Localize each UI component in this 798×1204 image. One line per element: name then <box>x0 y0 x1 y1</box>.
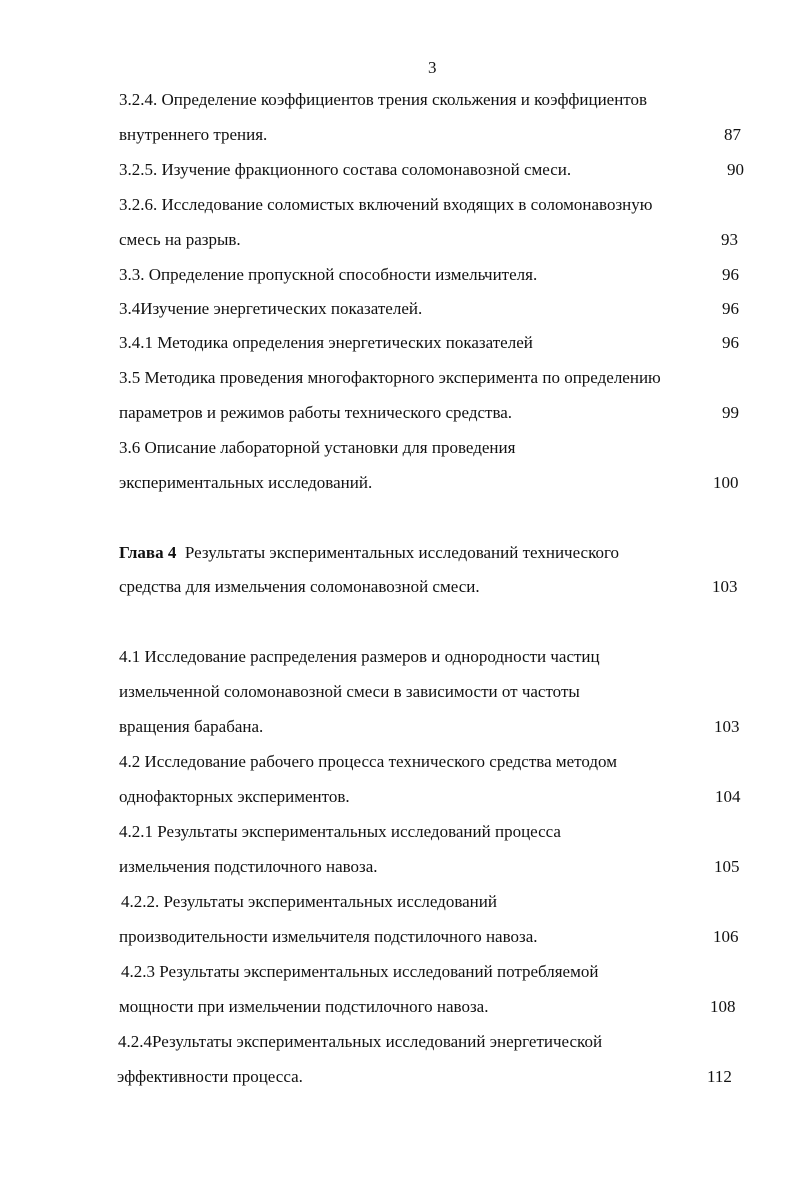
toc-entry-line: смесь на разрыв. <box>119 230 241 249</box>
toc-entry-line: 3.2.5. Изучение фракционного состава соломонавозной смеси. <box>119 160 572 179</box>
toc-entry-line: 3.6 Описание лабораторной установки для проведения <box>119 438 516 457</box>
toc-entry-line: 4.1 Исследование распределения размеров и однородности частиц <box>119 647 600 666</box>
toc-entry-page: 112 <box>707 1067 732 1086</box>
toc-entry-line <box>119 543 619 563</box>
toc-entry-line: 3.2.6. Исследование соломистых включений входящих в соломонавозную <box>119 195 653 214</box>
chapter-title: Результаты экспериментальных исследований технического <box>184 543 620 562</box>
page-number: 3 <box>428 58 437 77</box>
toc-entry-line: 4.2 Исследование рабочего процесса технического средства методом <box>119 752 617 771</box>
toc-entry-line: эффективности процесса. <box>117 1067 303 1086</box>
toc-entry-line: 3.4.1 Методика определения энергетических показателей <box>119 333 533 352</box>
toc-entry-line: 3.5 Методика проведения многофакторного эксперимента по определению <box>119 368 661 387</box>
toc-entry-page: 103 <box>712 577 738 596</box>
toc-entry-page: 96 <box>722 265 739 284</box>
toc-entry-page: 96 <box>722 299 739 318</box>
toc-entry-page: 105 <box>714 857 740 876</box>
toc-entry-line: мощности при измельчении подстилочного навоза. <box>119 997 489 1016</box>
toc-entry-line: 4.2.4Результаты экспериментальных исследований энергетической <box>118 1032 603 1051</box>
toc-entry-line: средства для измельчения соломонавозной смеси. <box>119 577 480 596</box>
toc-entry-line: 4.2.3 Результаты экспериментальных исследований потребляемой <box>121 962 599 981</box>
toc-entry-page: 96 <box>722 333 739 352</box>
toc-entry-line: экспериментальных исследований. <box>119 473 373 492</box>
toc-entry-line: измельчения подстилочного навоза. <box>119 857 378 876</box>
toc-entry-line: вращения барабана. <box>119 717 264 736</box>
toc-entry-line: однофакторных экспериментов. <box>119 787 350 806</box>
toc-entry-page: 106 <box>713 927 739 946</box>
toc-entry-line: измельченной соломонавозной смеси в зависимости от частоты <box>119 682 580 701</box>
chapter-label: Глава 4 <box>119 543 177 562</box>
toc-entry-page: 87 <box>724 125 741 144</box>
toc-entry-page: 108 <box>710 997 736 1016</box>
toc-entry-line: 4.2.2. Результаты экспериментальных исследований <box>121 892 497 911</box>
toc-entry-page: 90 <box>727 160 744 179</box>
toc-entry-page: 100 <box>713 473 739 492</box>
toc-entry-line: 4.2.1 Результаты экспериментальных исследований процесса <box>119 822 561 841</box>
toc-entry-page: 99 <box>722 403 739 422</box>
toc-entry-line: производительности измельчителя подстилочного навоза. <box>119 927 538 946</box>
toc-entry-line: параметров и режимов работы технического средства. <box>119 403 513 422</box>
toc-entry-line: 3.4Изучение энергетических показателей. <box>119 299 423 318</box>
toc-entry-page: 93 <box>721 230 738 249</box>
toc-entry-line: 3.3. Определение пропускной способности измельчителя. <box>119 265 538 284</box>
toc-entry-page: 104 <box>715 787 741 806</box>
toc-entry-line: 3.2.4. Определение коэффициентов трения скольжения и коэффициентов <box>119 90 648 109</box>
toc-entry-line: внутреннего трения. <box>119 125 268 144</box>
toc-entry-page: 103 <box>714 717 740 736</box>
